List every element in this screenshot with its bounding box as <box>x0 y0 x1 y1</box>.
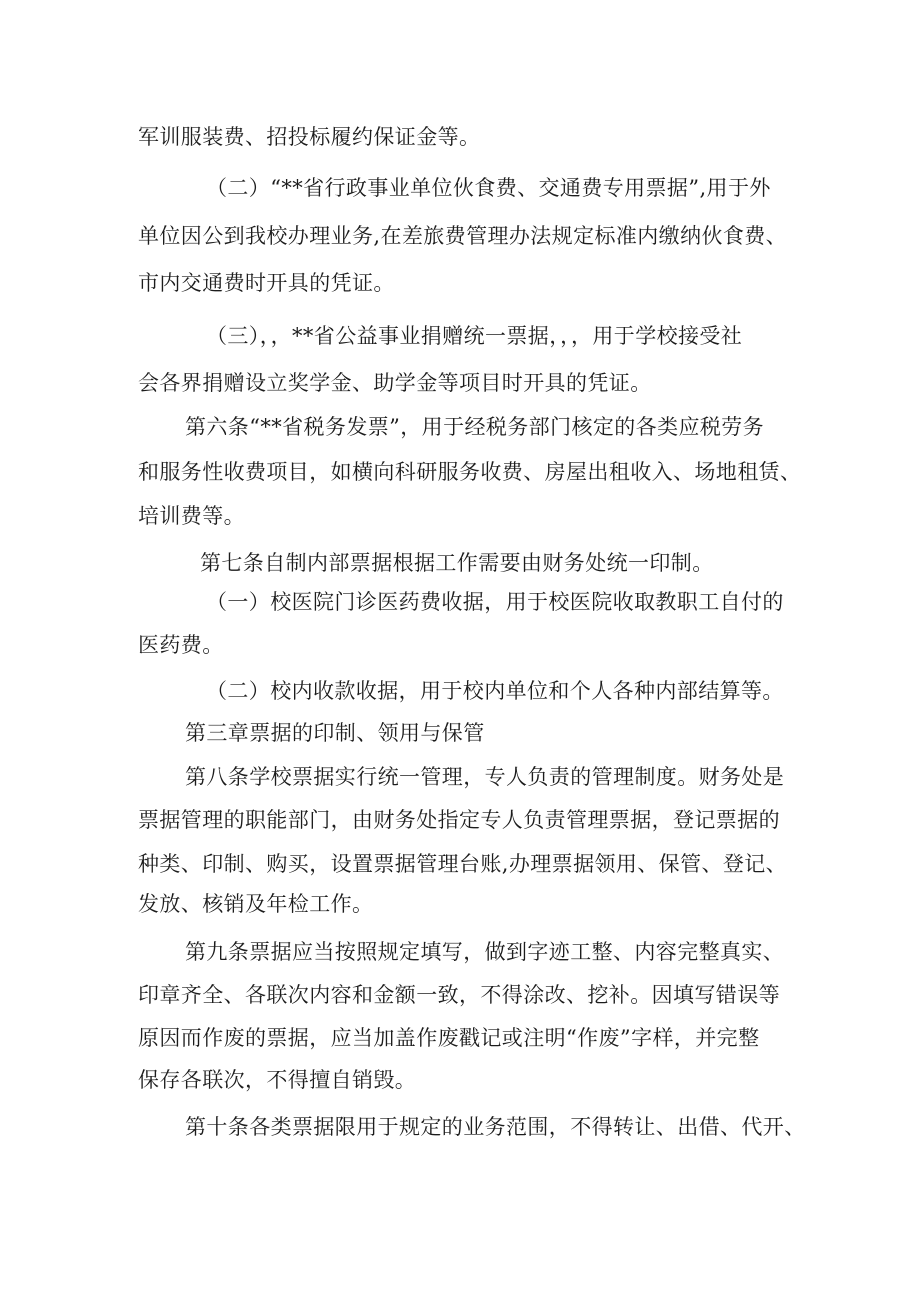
text-line: 军训服装费、招投标履约保证金等。 <box>138 125 481 149</box>
section-heading: 第三章票据的印制、领用与保管 <box>185 721 485 745</box>
text-line: 第八条学校票据实行统一管理，专人负责的管理制度。财务处是 <box>185 765 785 789</box>
text-line: 第六条“**省税务发票”，用于经税务部门核定的各类应税劳务 <box>185 415 765 439</box>
text-line: （三），，**省公益事业捐赠统一票据，，，用于学校接受社 <box>206 324 743 348</box>
text-line: 原因而作废的票据，应当加盖作废戳记或注明“作废”字样，并完整 <box>138 1026 760 1050</box>
text-line: 市内交通费时开具的凭证。 <box>138 271 395 295</box>
text-line: 种类、印制、购买，设置票据管理台账,办理票据领用、保管、登记、 <box>138 852 788 876</box>
text-line: （一）校医院门诊医药费收据，用于校医院收取教职工自付的 <box>206 590 784 614</box>
text-line: （二）“**省行政事业单位伙食费、交通费专用票据”,用于外 <box>206 176 771 200</box>
text-line: 保存各联次，不得擅自销毁。 <box>138 1068 417 1092</box>
text-line: 培训费等。 <box>138 504 245 528</box>
text-line: 第十条各类票据限用于规定的业务范围，不得转让、出借、代开、 <box>185 1115 806 1139</box>
text-line: （二）校内收款收据，用于校内单位和个人各种内部结算等。 <box>206 679 784 703</box>
text-line: 印章齐全、各联次内容和金额一致，不得涂改、挖补。因填写错误等 <box>138 983 780 1007</box>
text-line: 发放、核销及年检工作。 <box>138 892 374 916</box>
text-line: 单位因公到我校办理业务,在差旅费管理办法规定标准内缴纳伙食费、 <box>138 224 788 248</box>
text-line: 票据管理的职能部门，由财务处指定专人负责管理票据，登记票据的 <box>138 808 780 832</box>
text-line: 第七条自制内部票据根据工作需要由财务处统一印制。 <box>200 551 714 575</box>
text-line: 医药费。 <box>138 633 224 657</box>
text-line: 第九条票据应当按照规定填写，做到字迹工整、内容完整真实、 <box>185 940 785 964</box>
text-line: 会各界捐赠设立奖学金、助学金等项目时开具的凭证。 <box>138 371 652 395</box>
text-line: 和服务性收费项目，如横向科研服务收费、房屋出租收入、场地租赁、 <box>138 460 802 484</box>
